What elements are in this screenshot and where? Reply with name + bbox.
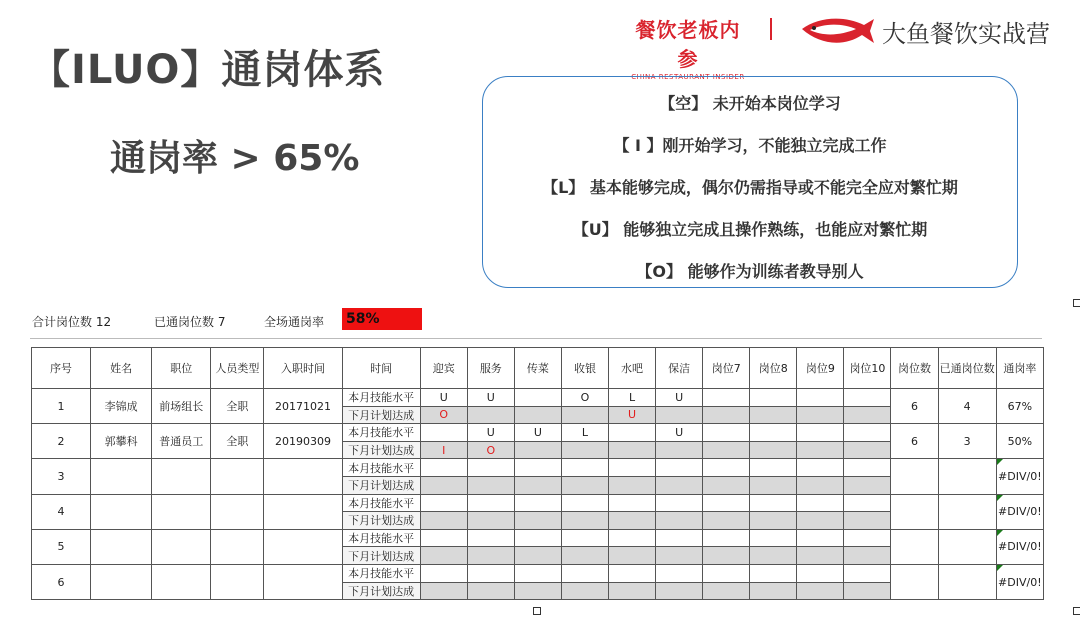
post-count[interactable] xyxy=(891,529,938,564)
skill-cell-current[interactable] xyxy=(844,459,891,477)
skill-cell-plan[interactable] xyxy=(561,547,608,565)
skill-cell-plan[interactable] xyxy=(703,512,750,530)
skill-cell-plan[interactable] xyxy=(467,476,514,494)
pass-rate[interactable]: #DIV/0! xyxy=(996,529,1043,564)
skill-cell-plan[interactable] xyxy=(420,547,467,565)
employee-type[interactable] xyxy=(211,459,264,494)
skill-cell-plan[interactable]: O xyxy=(420,406,467,424)
skill-cell-current[interactable] xyxy=(609,494,656,512)
skill-cell-current[interactable] xyxy=(750,389,797,407)
skill-cell-current[interactable] xyxy=(797,459,844,477)
skill-cell-plan[interactable]: O xyxy=(467,441,514,459)
current-level-label: 本月技能水平 xyxy=(342,424,420,442)
legend-u: 【U】 能够独立完成且操作熟练，也能应对繁忙期 xyxy=(572,220,928,239)
skill-cell-plan[interactable] xyxy=(656,406,703,424)
pass-rate[interactable]: #DIV/0! xyxy=(996,494,1043,529)
column-header: 岗位10 xyxy=(844,348,891,389)
pass-rate[interactable]: #DIV/0! xyxy=(996,564,1043,599)
employee-type[interactable] xyxy=(211,564,264,599)
row-number[interactable]: 5 xyxy=(32,529,91,564)
skill-cell-current[interactable] xyxy=(844,529,891,547)
column-header: 时间 xyxy=(342,348,420,389)
column-header: 人员类型 xyxy=(211,348,264,389)
skill-cell-plan[interactable] xyxy=(703,476,750,494)
skill-cell-plan[interactable] xyxy=(797,547,844,565)
table-row xyxy=(32,459,1044,477)
passed-count[interactable]: 3 xyxy=(938,424,996,459)
brand-separator xyxy=(770,18,772,40)
skill-cell-plan[interactable] xyxy=(420,476,467,494)
skill-cell-plan[interactable] xyxy=(703,406,750,424)
skill-cell-plan[interactable] xyxy=(514,582,561,600)
skill-cell-current[interactable] xyxy=(797,529,844,547)
skill-cell-current[interactable]: U xyxy=(514,424,561,442)
passed-count[interactable] xyxy=(938,529,996,564)
current-level-label: 本月技能水平 xyxy=(342,564,420,582)
skill-cell-plan[interactable] xyxy=(467,582,514,600)
skill-cell-plan[interactable] xyxy=(844,512,891,530)
skill-cell-plan[interactable] xyxy=(561,582,608,600)
page-title: 【ILUO】通岗体系 xyxy=(30,47,386,93)
skill-cell-current[interactable] xyxy=(844,424,891,442)
row-number[interactable]: 4 xyxy=(32,494,91,529)
skill-cell-current[interactable] xyxy=(561,494,608,512)
skill-cell-current[interactable] xyxy=(844,389,891,407)
post-count[interactable] xyxy=(891,459,938,494)
employee-position[interactable]: 前场组长 xyxy=(152,389,211,424)
skill-cell-plan[interactable] xyxy=(797,512,844,530)
skill-cell-plan[interactable] xyxy=(750,547,797,565)
employee-position[interactable] xyxy=(152,459,211,494)
overall-rate-value: 58% xyxy=(342,308,422,330)
skill-cell-current[interactable]: L xyxy=(561,424,608,442)
logo1-en-text: CHINA RESTAURANT INSIDER xyxy=(631,73,745,81)
skill-cell-current[interactable] xyxy=(750,424,797,442)
skill-cell-current[interactable] xyxy=(467,529,514,547)
employee-position[interactable] xyxy=(152,529,211,564)
summary-bar xyxy=(30,308,1042,336)
skill-cell-current[interactable] xyxy=(750,564,797,582)
legend-i: 【 I 】刚开始学习，不能独立完成工作 xyxy=(613,136,887,155)
column-header: 岗位8 xyxy=(750,348,797,389)
overall-rate-label: 全场通岗率 xyxy=(264,315,325,329)
skill-cell-plan[interactable] xyxy=(703,441,750,459)
column-header: 传菜 xyxy=(514,348,561,389)
plan-level-label: 下月计划达成 xyxy=(342,441,420,459)
skill-cell-current[interactable] xyxy=(844,564,891,582)
pass-rate[interactable]: 50% xyxy=(996,424,1043,459)
skill-cell-plan[interactable] xyxy=(609,582,656,600)
skill-cell-plan[interactable] xyxy=(703,582,750,600)
skill-cell-current[interactable] xyxy=(514,529,561,547)
skill-cell-current[interactable] xyxy=(467,459,514,477)
post-count[interactable] xyxy=(891,564,938,599)
column-header: 通岗率 xyxy=(996,348,1043,389)
hire-date[interactable] xyxy=(264,494,342,529)
hire-date[interactable] xyxy=(264,529,342,564)
logo1-cn-text: 餐饮老板内参 xyxy=(635,18,741,71)
legend-l: 【L】 基本能够完成，偶尔仍需指导或不能完全应对繁忙期 xyxy=(542,178,958,197)
employee-name[interactable] xyxy=(91,564,152,599)
skill-cell-plan[interactable] xyxy=(703,547,750,565)
employee-type[interactable] xyxy=(211,529,264,564)
skill-cell-plan[interactable] xyxy=(609,476,656,494)
skill-cell-plan[interactable] xyxy=(561,512,608,530)
skill-cell-current[interactable] xyxy=(561,529,608,547)
skill-cell-plan[interactable]: I xyxy=(420,441,467,459)
plan-level-label: 下月计划达成 xyxy=(342,406,420,424)
skill-cell-plan[interactable] xyxy=(750,582,797,600)
employee-position[interactable] xyxy=(152,564,211,599)
skill-cell-plan[interactable] xyxy=(750,512,797,530)
skill-cell-current[interactable] xyxy=(420,564,467,582)
passed-count[interactable] xyxy=(938,494,996,529)
employee-name[interactable]: 郭攀科 xyxy=(91,424,152,459)
skill-cell-current[interactable]: U xyxy=(467,424,514,442)
skill-cell-plan[interactable] xyxy=(656,441,703,459)
hire-date[interactable]: 20190309 xyxy=(264,424,342,459)
employee-type[interactable]: 全职 xyxy=(211,389,264,424)
skill-cell-current[interactable] xyxy=(656,494,703,512)
employee-name[interactable] xyxy=(91,459,152,494)
table-row xyxy=(32,424,1044,442)
logo2-text: 大鱼餐饮实战营 xyxy=(882,20,1050,48)
logo-dayu xyxy=(800,14,1050,49)
skill-cell-plan[interactable] xyxy=(797,441,844,459)
skill-cell-current[interactable] xyxy=(561,564,608,582)
skill-cell-current[interactable]: L xyxy=(609,389,656,407)
hire-date[interactable] xyxy=(264,564,342,599)
skill-cell-current[interactable] xyxy=(703,494,750,512)
skill-cell-current[interactable] xyxy=(656,564,703,582)
skill-cell-current[interactable] xyxy=(420,529,467,547)
current-level-label: 本月技能水平 xyxy=(342,389,420,407)
skill-cell-current[interactable] xyxy=(467,564,514,582)
skill-cell-plan[interactable] xyxy=(514,547,561,565)
skill-cell-current[interactable] xyxy=(703,389,750,407)
skill-cell-plan[interactable] xyxy=(467,547,514,565)
plan-level-label: 下月计划达成 xyxy=(342,512,420,530)
column-header: 水吧 xyxy=(609,348,656,389)
skill-cell-plan[interactable] xyxy=(656,512,703,530)
skill-cell-plan[interactable] xyxy=(750,476,797,494)
skill-cell-current[interactable] xyxy=(420,494,467,512)
passed-count[interactable] xyxy=(938,459,996,494)
column-header: 职位 xyxy=(152,348,211,389)
skill-cell-current[interactable]: U xyxy=(656,424,703,442)
plan-level-label: 下月计划达成 xyxy=(342,476,420,494)
employee-position[interactable] xyxy=(152,494,211,529)
skill-cell-plan[interactable]: U xyxy=(609,406,656,424)
skill-cell-plan[interactable] xyxy=(467,406,514,424)
skill-cell-current[interactable] xyxy=(750,529,797,547)
skill-cell-plan[interactable] xyxy=(844,476,891,494)
column-header: 岗位7 xyxy=(703,348,750,389)
skill-cell-current[interactable] xyxy=(703,564,750,582)
skill-cell-plan[interactable] xyxy=(514,406,561,424)
target-rate: 通岗率 > 65% xyxy=(110,138,360,179)
employee-type[interactable]: 全职 xyxy=(211,424,264,459)
skill-cell-plan[interactable] xyxy=(797,476,844,494)
column-header: 序号 xyxy=(32,348,91,389)
employee-type[interactable] xyxy=(211,494,264,529)
skill-cell-plan[interactable] xyxy=(514,476,561,494)
employee-name[interactable] xyxy=(91,494,152,529)
skill-cell-current[interactable] xyxy=(797,494,844,512)
row-number[interactable]: 1 xyxy=(32,389,91,424)
table-header-row xyxy=(32,348,1044,389)
skill-cell-plan[interactable] xyxy=(844,547,891,565)
skill-cell-current[interactable] xyxy=(467,494,514,512)
skill-cell-plan[interactable] xyxy=(561,406,608,424)
skill-cell-plan[interactable] xyxy=(420,582,467,600)
employee-name[interactable]: 李锦成 xyxy=(91,389,152,424)
total-posts: 合计岗位数 12 xyxy=(32,315,112,329)
skill-cell-plan[interactable] xyxy=(561,476,608,494)
selection-handle[interactable] xyxy=(1073,607,1080,615)
passed-count[interactable]: 4 xyxy=(938,389,996,424)
skill-cell-current[interactable]: U xyxy=(656,389,703,407)
skill-cell-plan[interactable] xyxy=(609,512,656,530)
plan-level-label: 下月计划达成 xyxy=(342,582,420,600)
skill-cell-current[interactable] xyxy=(514,494,561,512)
skill-cell-current[interactable] xyxy=(609,459,656,477)
skill-cell-plan[interactable] xyxy=(797,406,844,424)
passed-posts: 已通岗位数 7 xyxy=(154,315,226,329)
skill-cell-plan[interactable] xyxy=(514,441,561,459)
hire-date[interactable] xyxy=(264,459,342,494)
skill-cell-current[interactable] xyxy=(844,494,891,512)
skill-cell-plan[interactable] xyxy=(514,512,561,530)
hire-date[interactable]: 20171021 xyxy=(264,389,342,424)
column-header: 服务 xyxy=(467,348,514,389)
legend-o: 【O】 能够作为训练者教导别人 xyxy=(636,262,864,281)
post-count[interactable] xyxy=(891,494,938,529)
skill-cell-plan[interactable] xyxy=(750,441,797,459)
skill-cell-current[interactable] xyxy=(797,564,844,582)
column-header: 保洁 xyxy=(656,348,703,389)
column-header: 收银 xyxy=(561,348,608,389)
skill-cell-plan[interactable] xyxy=(420,512,467,530)
skill-cell-current[interactable] xyxy=(750,459,797,477)
pass-rate[interactable]: 67% xyxy=(996,389,1043,424)
skill-cell-current[interactable] xyxy=(561,459,608,477)
skill-cell-plan[interactable] xyxy=(609,547,656,565)
skill-cell-plan[interactable] xyxy=(844,441,891,459)
passed-count[interactable] xyxy=(938,564,996,599)
employee-name[interactable] xyxy=(91,529,152,564)
column-header: 岗位9 xyxy=(797,348,844,389)
column-header: 已通岗位数 xyxy=(938,348,996,389)
skill-cell-plan[interactable] xyxy=(844,406,891,424)
row-number[interactable]: 6 xyxy=(32,564,91,599)
row-number[interactable]: 2 xyxy=(32,424,91,459)
table-row xyxy=(32,494,1044,512)
skill-cell-plan[interactable] xyxy=(797,582,844,600)
table-row xyxy=(32,529,1044,547)
skill-cell-current[interactable] xyxy=(797,389,844,407)
skill-cell-plan[interactable] xyxy=(609,441,656,459)
selection-handle[interactable] xyxy=(1073,299,1080,307)
iluo-legend-box xyxy=(482,76,1018,288)
column-header: 岗位数 xyxy=(891,348,938,389)
employee-position[interactable]: 普通员工 xyxy=(152,424,211,459)
current-level-label: 本月技能水平 xyxy=(342,459,420,477)
skill-cell-current[interactable] xyxy=(420,459,467,477)
skill-cell-plan[interactable] xyxy=(656,476,703,494)
skill-cell-current[interactable]: O xyxy=(561,389,608,407)
skill-cell-plan[interactable] xyxy=(656,547,703,565)
column-header: 迎宾 xyxy=(420,348,467,389)
skill-cell-current[interactable]: U xyxy=(420,389,467,407)
column-header: 入职时间 xyxy=(264,348,342,389)
skill-cell-current[interactable] xyxy=(656,459,703,477)
row-number[interactable]: 3 xyxy=(32,459,91,494)
skill-cell-current[interactable] xyxy=(703,424,750,442)
skill-cell-current[interactable] xyxy=(609,424,656,442)
skill-cell-current[interactable] xyxy=(514,564,561,582)
skill-cell-plan[interactable] xyxy=(561,441,608,459)
table-row xyxy=(32,564,1044,582)
skill-cell-current[interactable] xyxy=(750,494,797,512)
skill-cell-plan[interactable] xyxy=(467,512,514,530)
skill-cell-current[interactable] xyxy=(609,564,656,582)
skill-cell-plan[interactable] xyxy=(844,582,891,600)
post-count[interactable]: 6 xyxy=(891,389,938,424)
post-count[interactable]: 6 xyxy=(891,424,938,459)
skill-cell-current[interactable] xyxy=(609,529,656,547)
selection-handle[interactable] xyxy=(533,607,541,615)
skill-cell-current[interactable] xyxy=(514,459,561,477)
skill-cell-plan[interactable] xyxy=(656,582,703,600)
skill-cell-current[interactable] xyxy=(514,389,561,407)
skill-cell-current[interactable] xyxy=(703,529,750,547)
iluo-table xyxy=(31,347,1044,600)
current-level-label: 本月技能水平 xyxy=(342,529,420,547)
pass-rate[interactable]: #DIV/0! xyxy=(996,459,1043,494)
skill-cell-current[interactable] xyxy=(797,424,844,442)
skill-cell-plan[interactable] xyxy=(750,406,797,424)
table-row xyxy=(32,389,1044,407)
skill-cell-current[interactable]: U xyxy=(467,389,514,407)
legend-empty: 【空】 未开始本岗位学习 xyxy=(659,94,841,113)
logo-restaurant-insider xyxy=(628,14,748,81)
current-level-label: 本月技能水平 xyxy=(342,494,420,512)
plan-level-label: 下月计划达成 xyxy=(342,547,420,565)
skill-cell-current[interactable] xyxy=(656,529,703,547)
divider xyxy=(30,338,1042,339)
fish-logo-icon xyxy=(800,15,876,49)
skill-cell-current[interactable] xyxy=(703,459,750,477)
skill-cell-current[interactable] xyxy=(420,424,467,442)
column-header: 姓名 xyxy=(91,348,152,389)
